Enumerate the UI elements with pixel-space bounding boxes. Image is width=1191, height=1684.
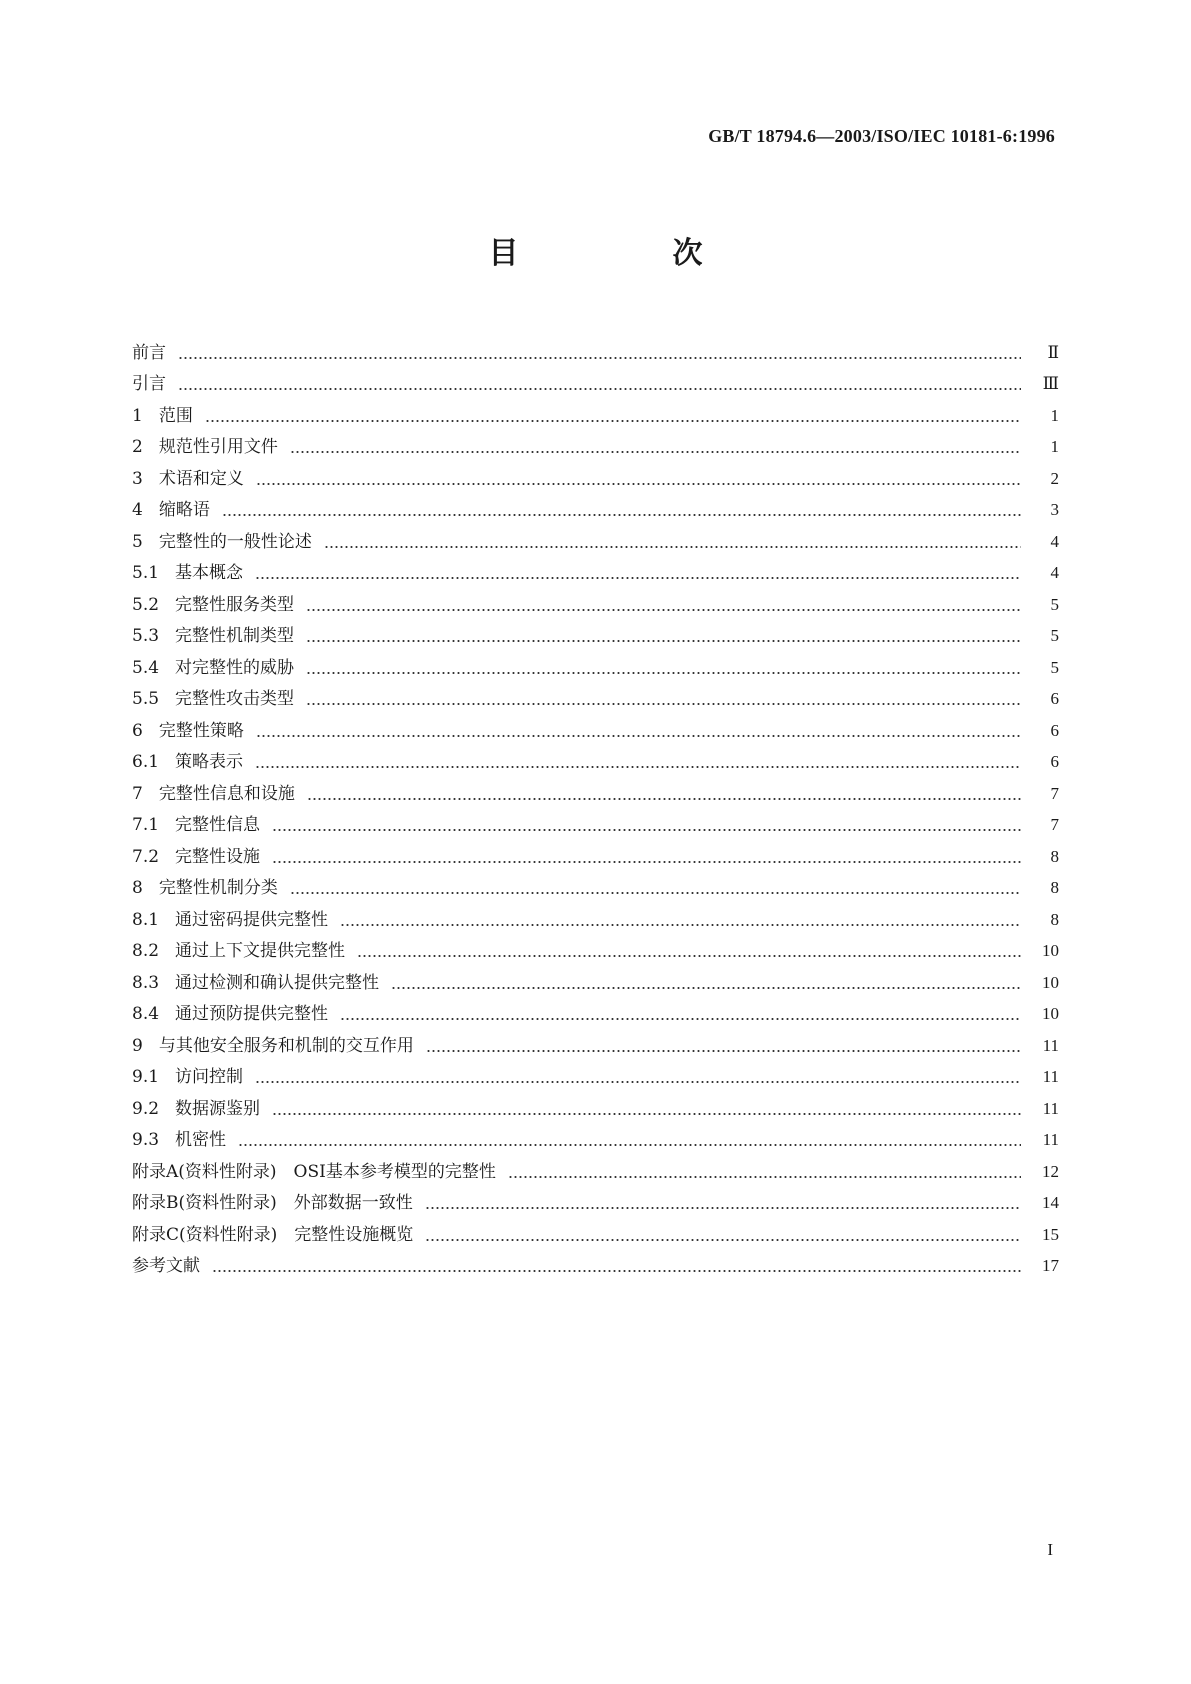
- dot-leader: [272, 829, 1021, 831]
- dot-leader: [178, 357, 1021, 359]
- toc-entry[interactable]: [132, 490, 1059, 522]
- toc-entry-page: 5: [1050, 594, 1059, 614]
- toc-entry-number: 9: [132, 1035, 143, 1056]
- toc-entry-page: 11: [1042, 1067, 1059, 1086]
- toc-entry[interactable]: [132, 868, 1059, 900]
- toc-entry-label: 机密性: [175, 1130, 227, 1150]
- toc-entry-label: 完整性机制类型: [175, 626, 295, 646]
- toc-entry[interactable]: [132, 1246, 1059, 1278]
- toc-entry-page: 11: [1042, 1035, 1059, 1055]
- toc-entry-label: 完整性服务类型: [175, 594, 295, 615]
- toc-entry-number: 3: [132, 468, 143, 489]
- toc-entry-page: 10: [1042, 1004, 1059, 1023]
- toc-entry-page: 14: [1042, 1193, 1059, 1212]
- toc-entry-label: 术语和定义: [158, 468, 244, 489]
- dot-leader: [307, 798, 1021, 800]
- toc-entry-number: 7.2: [132, 846, 160, 867]
- toc-entry-label: 完整性信息和设施: [158, 783, 295, 804]
- toc-entry[interactable]: [132, 395, 1059, 427]
- toc-entry[interactable]: [132, 1214, 1059, 1246]
- toc-entry-number: 5.5: [132, 689, 160, 709]
- toc-entry-page: 8: [1050, 846, 1059, 866]
- toc-entry-number: 9.2: [132, 1098, 160, 1119]
- toc-entry-page: 8: [1050, 878, 1059, 897]
- toc-entry[interactable]: [132, 647, 1059, 679]
- toc-entry-number: 4: [132, 500, 143, 520]
- toc-entry[interactable]: [132, 773, 1059, 805]
- toc-entry[interactable]: [132, 836, 1059, 868]
- toc-entry-label: 数据源鉴别: [175, 1098, 261, 1119]
- dot-leader: [324, 546, 1021, 548]
- table-of-contents: [132, 332, 1059, 1277]
- toc-entry-label: 通过检测和确认提供完整性: [175, 972, 380, 993]
- toc-entry-number: 8.3: [132, 972, 160, 993]
- toc-entry-label: 附录C(资料性附录) 完整性设施概览: [132, 1224, 414, 1245]
- dot-leader: [306, 672, 1021, 674]
- toc-entry-label: 基本概念: [175, 563, 244, 583]
- toc-entry-label: 附录A(资料性附录) OSI基本参考模型的完整性: [132, 1161, 496, 1182]
- dot-leader: [425, 1207, 1021, 1209]
- toc-entry-label: 访问控制: [175, 1067, 244, 1087]
- toc-entry[interactable]: [132, 1088, 1059, 1120]
- toc-entry[interactable]: [132, 427, 1059, 459]
- toc-entry-number: 8.2: [132, 941, 160, 961]
- toc-entry-page: 2: [1050, 468, 1059, 488]
- toc-entry[interactable]: [132, 1151, 1059, 1183]
- dot-leader: [357, 955, 1021, 957]
- toc-entry[interactable]: [132, 679, 1059, 711]
- toc-entry[interactable]: [132, 742, 1059, 774]
- toc-entry-page: 10: [1042, 972, 1059, 992]
- toc-entry-label: 完整性的一般性论述: [158, 531, 312, 552]
- toc-entry-label: 缩略语: [158, 500, 210, 520]
- toc-entry[interactable]: [132, 458, 1059, 490]
- toc-entry-page: 7: [1050, 815, 1059, 834]
- dot-leader: [256, 735, 1021, 737]
- toc-entry[interactable]: [132, 1057, 1059, 1089]
- dot-leader: [306, 609, 1021, 611]
- toc-entry-label: 完整性攻击类型: [175, 689, 295, 709]
- toc-entry-page: 4: [1050, 563, 1059, 582]
- toc-entry-label: 参考文献: [132, 1256, 200, 1276]
- toc-entry-label: 通过上下文提供完整性: [175, 941, 346, 961]
- toc-entry-page: 7: [1050, 783, 1059, 803]
- toc-entry[interactable]: [132, 710, 1059, 742]
- dot-leader: [306, 640, 1021, 642]
- dot-leader: [340, 924, 1021, 926]
- page-title: 目 次: [488, 236, 765, 271]
- toc-entry-label: 通过预防提供完整性: [175, 1004, 329, 1024]
- dot-leader: [391, 987, 1021, 989]
- toc-entry[interactable]: [132, 364, 1059, 396]
- dot-leader: [256, 483, 1021, 485]
- toc-entry-label: 策略表示: [175, 752, 244, 772]
- dot-leader: [340, 1018, 1021, 1020]
- dot-leader: [508, 1176, 1021, 1178]
- toc-entry-label: 完整性策略: [158, 720, 244, 741]
- dot-leader: [222, 514, 1021, 516]
- dot-leader: [205, 420, 1021, 422]
- dot-leader: [212, 1270, 1021, 1272]
- dot-leader: [290, 451, 1021, 453]
- toc-entry-page: 15: [1042, 1224, 1059, 1244]
- dot-leader: [425, 1239, 1021, 1241]
- dot-leader: [255, 1081, 1021, 1083]
- toc-entry-page: 3: [1050, 500, 1059, 519]
- toc-entry[interactable]: [132, 1025, 1059, 1057]
- dot-leader: [290, 892, 1021, 894]
- toc-entry-number: 5.4: [132, 657, 160, 678]
- toc-entry-page: 4: [1050, 531, 1059, 551]
- toc-entry[interactable]: [132, 962, 1059, 994]
- toc-entry-label: 范围: [158, 405, 193, 426]
- toc-entry-number: 5: [132, 531, 143, 552]
- toc-entry-page: 5: [1050, 626, 1059, 645]
- toc-entry[interactable]: [132, 521, 1059, 553]
- toc-entry-label: 引言: [132, 374, 166, 394]
- toc-entry-page: 11: [1042, 1098, 1059, 1118]
- toc-entry-page: 10: [1042, 941, 1059, 960]
- toc-entry-number: 9.3: [132, 1130, 160, 1150]
- toc-entry-number: 7: [132, 783, 143, 804]
- toc-entry-label: 完整性信息: [175, 815, 261, 835]
- dot-leader: [272, 1113, 1021, 1115]
- toc-entry-number: 6.1: [132, 752, 160, 772]
- toc-entry-page: 6: [1050, 752, 1059, 771]
- toc-entry-number: 8: [132, 878, 143, 898]
- toc-entry-page: Ⅱ: [1047, 342, 1059, 362]
- toc-entry[interactable]: [132, 1120, 1059, 1152]
- toc-entry-label: 前言: [132, 342, 166, 363]
- toc-entry-page: 17: [1042, 1256, 1059, 1275]
- dot-leader: [306, 703, 1021, 705]
- toc-entry-page: 6: [1050, 689, 1059, 708]
- toc-entry-label: 规范性引用文件: [158, 437, 278, 457]
- toc-entry[interactable]: [132, 899, 1059, 931]
- toc-entry-page: 1: [1050, 437, 1059, 456]
- toc-entry-number: 9.1: [132, 1067, 160, 1087]
- toc-entry-number: 6: [132, 720, 143, 741]
- toc-entry-number: 5.3: [132, 626, 160, 646]
- toc-entry-number: 8.1: [132, 909, 160, 930]
- toc-entry-page: 12: [1042, 1161, 1059, 1181]
- dot-leader: [426, 1050, 1021, 1052]
- toc-entry-label: 与其他安全服务和机制的交互作用: [158, 1035, 414, 1056]
- toc-entry-page: 5: [1050, 657, 1059, 677]
- toc-entry-number: 2: [132, 437, 143, 457]
- toc-entry-label: 通过密码提供完整性: [175, 909, 329, 930]
- dot-leader: [238, 1144, 1021, 1146]
- toc-entry-page: Ⅲ: [1042, 374, 1059, 393]
- toc-entry-page: 11: [1042, 1130, 1059, 1149]
- toc-entry[interactable]: [132, 805, 1059, 837]
- toc-entry-label: 完整性机制分类: [158, 878, 278, 898]
- toc-entry[interactable]: [132, 584, 1059, 616]
- toc-entry-number: 7.1: [132, 815, 160, 835]
- toc-entry-page: 8: [1050, 909, 1059, 929]
- toc-entry[interactable]: [132, 1183, 1059, 1215]
- toc-entry[interactable]: [132, 616, 1059, 648]
- footer-page-number: I: [1047, 1540, 1053, 1559]
- toc-entry-label: 完整性设施: [175, 846, 261, 867]
- toc-entry-label: 对完整性的威胁: [175, 657, 295, 678]
- toc-entry-page: 6: [1050, 720, 1059, 740]
- toc-entry[interactable]: [132, 931, 1059, 963]
- dot-leader: [255, 766, 1021, 768]
- toc-entry[interactable]: [132, 994, 1059, 1026]
- standard-code: GB/T 18794.6—2003/ISO/IEC 10181-6:1996: [708, 126, 1055, 146]
- toc-entry-number: 8.4: [132, 1004, 160, 1024]
- toc-entry-number: 5.2: [132, 594, 160, 615]
- dot-leader: [255, 577, 1021, 579]
- toc-entry-number: 5.1: [132, 563, 160, 583]
- dot-leader: [272, 861, 1021, 863]
- toc-entry[interactable]: [132, 553, 1059, 585]
- toc-entry[interactable]: [132, 332, 1059, 364]
- toc-entry-number: 1: [132, 405, 143, 426]
- toc-entry-page: 1: [1050, 405, 1059, 425]
- dot-leader: [178, 388, 1021, 390]
- toc-entry-label: 附录B(资料性附录) 外部数据一致性: [132, 1193, 413, 1213]
